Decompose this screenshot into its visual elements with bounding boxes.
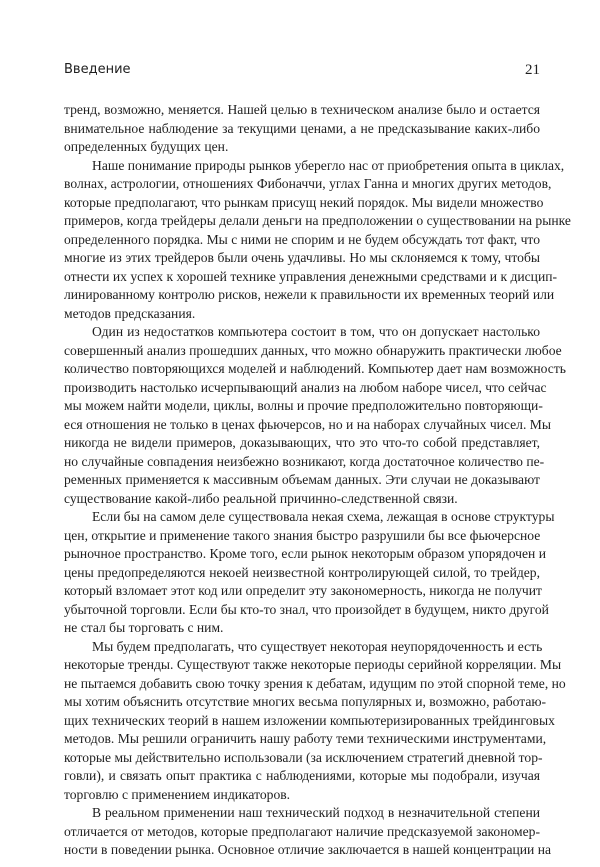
text-line: некоторые тренды. Существуют также некоторые периоды серийной корреляции. Мы [64, 657, 562, 672]
text-line: линированному контролю рисков, нежели к правильности их временных теорий или [64, 287, 555, 302]
chapter-title: Введение [64, 62, 131, 77]
text-line: которые предполагают, что рынкам присущ некий порядок. Мы видели множество [64, 194, 544, 210]
text-line: мы хотим объяснить отсутствие многих весьма популярных и, возможно, работаю- [64, 694, 547, 709]
text-line: методов. Мы решили ограничить нашу работу теми техническими инструментами, [64, 731, 547, 746]
text-line: ременных применяется к массивным объемам данных. Эти случаи не доказывают [64, 472, 540, 487]
text-line: внимательное наблюдение за текущими ценами, а не предсказывание каких-либо [64, 120, 540, 136]
paragraph [64, 804, 552, 860]
text-line: определенных будущих цен. [64, 139, 229, 154]
text-line: не пытаемся добавить свою точку зрения к дебатам, идущим по этой спорной теме, но [64, 675, 566, 691]
text-line: никогда не видели примеров, доказывающих, что это что-то собой представляет, [64, 435, 540, 450]
paragraph [64, 101, 540, 157]
text-line: торговлю с применением индикаторов. [64, 786, 291, 802]
text-line: отличается от методов, которые предполагают наличие предсказуемой закономер- [64, 823, 540, 839]
text-line: совершенный анализ прошедших данных, что можно обнаружить практически любое [64, 342, 562, 358]
text-line: которые мы действительно использовали (за исключением стратегий дневной тор- [64, 749, 543, 765]
text-line: тренд, возможно, меняется. Нашей целью в техническом анализе было и остается [64, 102, 540, 117]
text-line: определенного порядка. Мы с ними не спорим и не будем обсуждать тот факт, что [64, 231, 540, 247]
text-line: существование какой-либо реальной причинно-следственной связи. [64, 490, 458, 506]
page-number: 21 [525, 62, 540, 78]
text-line: волнах, астрологии, отношениях Фибоначчи, углах Ганна и многих других методов, [64, 176, 552, 191]
text-line: примеров, когда трейдеры делали деньги на предположении о существовании на рынке [64, 213, 571, 228]
text-line: не стал бы торговать с ним. [64, 620, 224, 635]
text-line: ности в поведении рынка. Основное отличие заключается в нашей концентрации на [64, 842, 552, 857]
text-line: убыточной торговли. Если бы кто-то знал, что произойдет в будущем, никто другой [64, 601, 549, 617]
running-header [64, 62, 540, 82]
text-line: Один из недостатков компьютера состоит в том, что он допускает настолько [92, 324, 540, 339]
text-line: В реальном применении наш технический подход в незначительной степени [92, 805, 540, 820]
text-line: говли), и связать опыт практика с наблюдениями, которые мы подобрали, изучая [64, 768, 540, 783]
text-line: Если бы на самом деле существовала некая схема, лежащая в основе структуры [92, 509, 555, 524]
text-line: мы можем найти модели, циклы, волны и прочие предположительно повторяющи- [64, 398, 543, 413]
text-line: еся отношения не только в ценах фьючерсов, но и на наборах случайных чисел. Мы [64, 416, 551, 432]
text-line: цен, открытие и применение такого знания быстро разрушили бы все фьючерсное [64, 527, 541, 543]
text-line: рыночное пространство. Кроме того, если рынок некоторым образом упорядочен и [64, 546, 546, 561]
paragraph [64, 157, 571, 324]
text-line: Наше понимание природы рынков уберегло нас от приобретения опыта в циклах, [92, 157, 565, 173]
text-line: но случайные совпадения неизбежно возникают, когда достаточное количество пе- [64, 453, 545, 469]
paragraph [64, 323, 566, 508]
text-line: щих технических теорий в нашем изложении компьютеризированных трейдинговых [64, 712, 555, 728]
paragraph [64, 638, 566, 805]
text-line: количество повторяющихся моделей и наблюдений. Компьютер дает нам возможность [64, 361, 566, 376]
text-line: цены предопределяются некоей неизвестной контролирующей силой, то трейдер, [64, 564, 540, 580]
text-line: многие из этих трейдеров были очень удачливы. Но мы склоняемся к тому, чтобы [64, 250, 540, 265]
text-line: методов предсказания. [64, 305, 196, 321]
text-line: Мы будем предполагать, что существует некоторая неупорядоченность и есть [92, 638, 543, 654]
text-line: который взломает этот код или определит эту закономерность, никогда не получит [64, 583, 542, 598]
paragraph [64, 508, 555, 638]
text-line: производить настолько исчерпывающий анализ на любом наборе чисел, что сейчас [64, 379, 547, 395]
body-text [64, 101, 571, 860]
text-line: отнести их успех к хорошей технике управления денежными средствами и к дисцип- [64, 268, 558, 284]
